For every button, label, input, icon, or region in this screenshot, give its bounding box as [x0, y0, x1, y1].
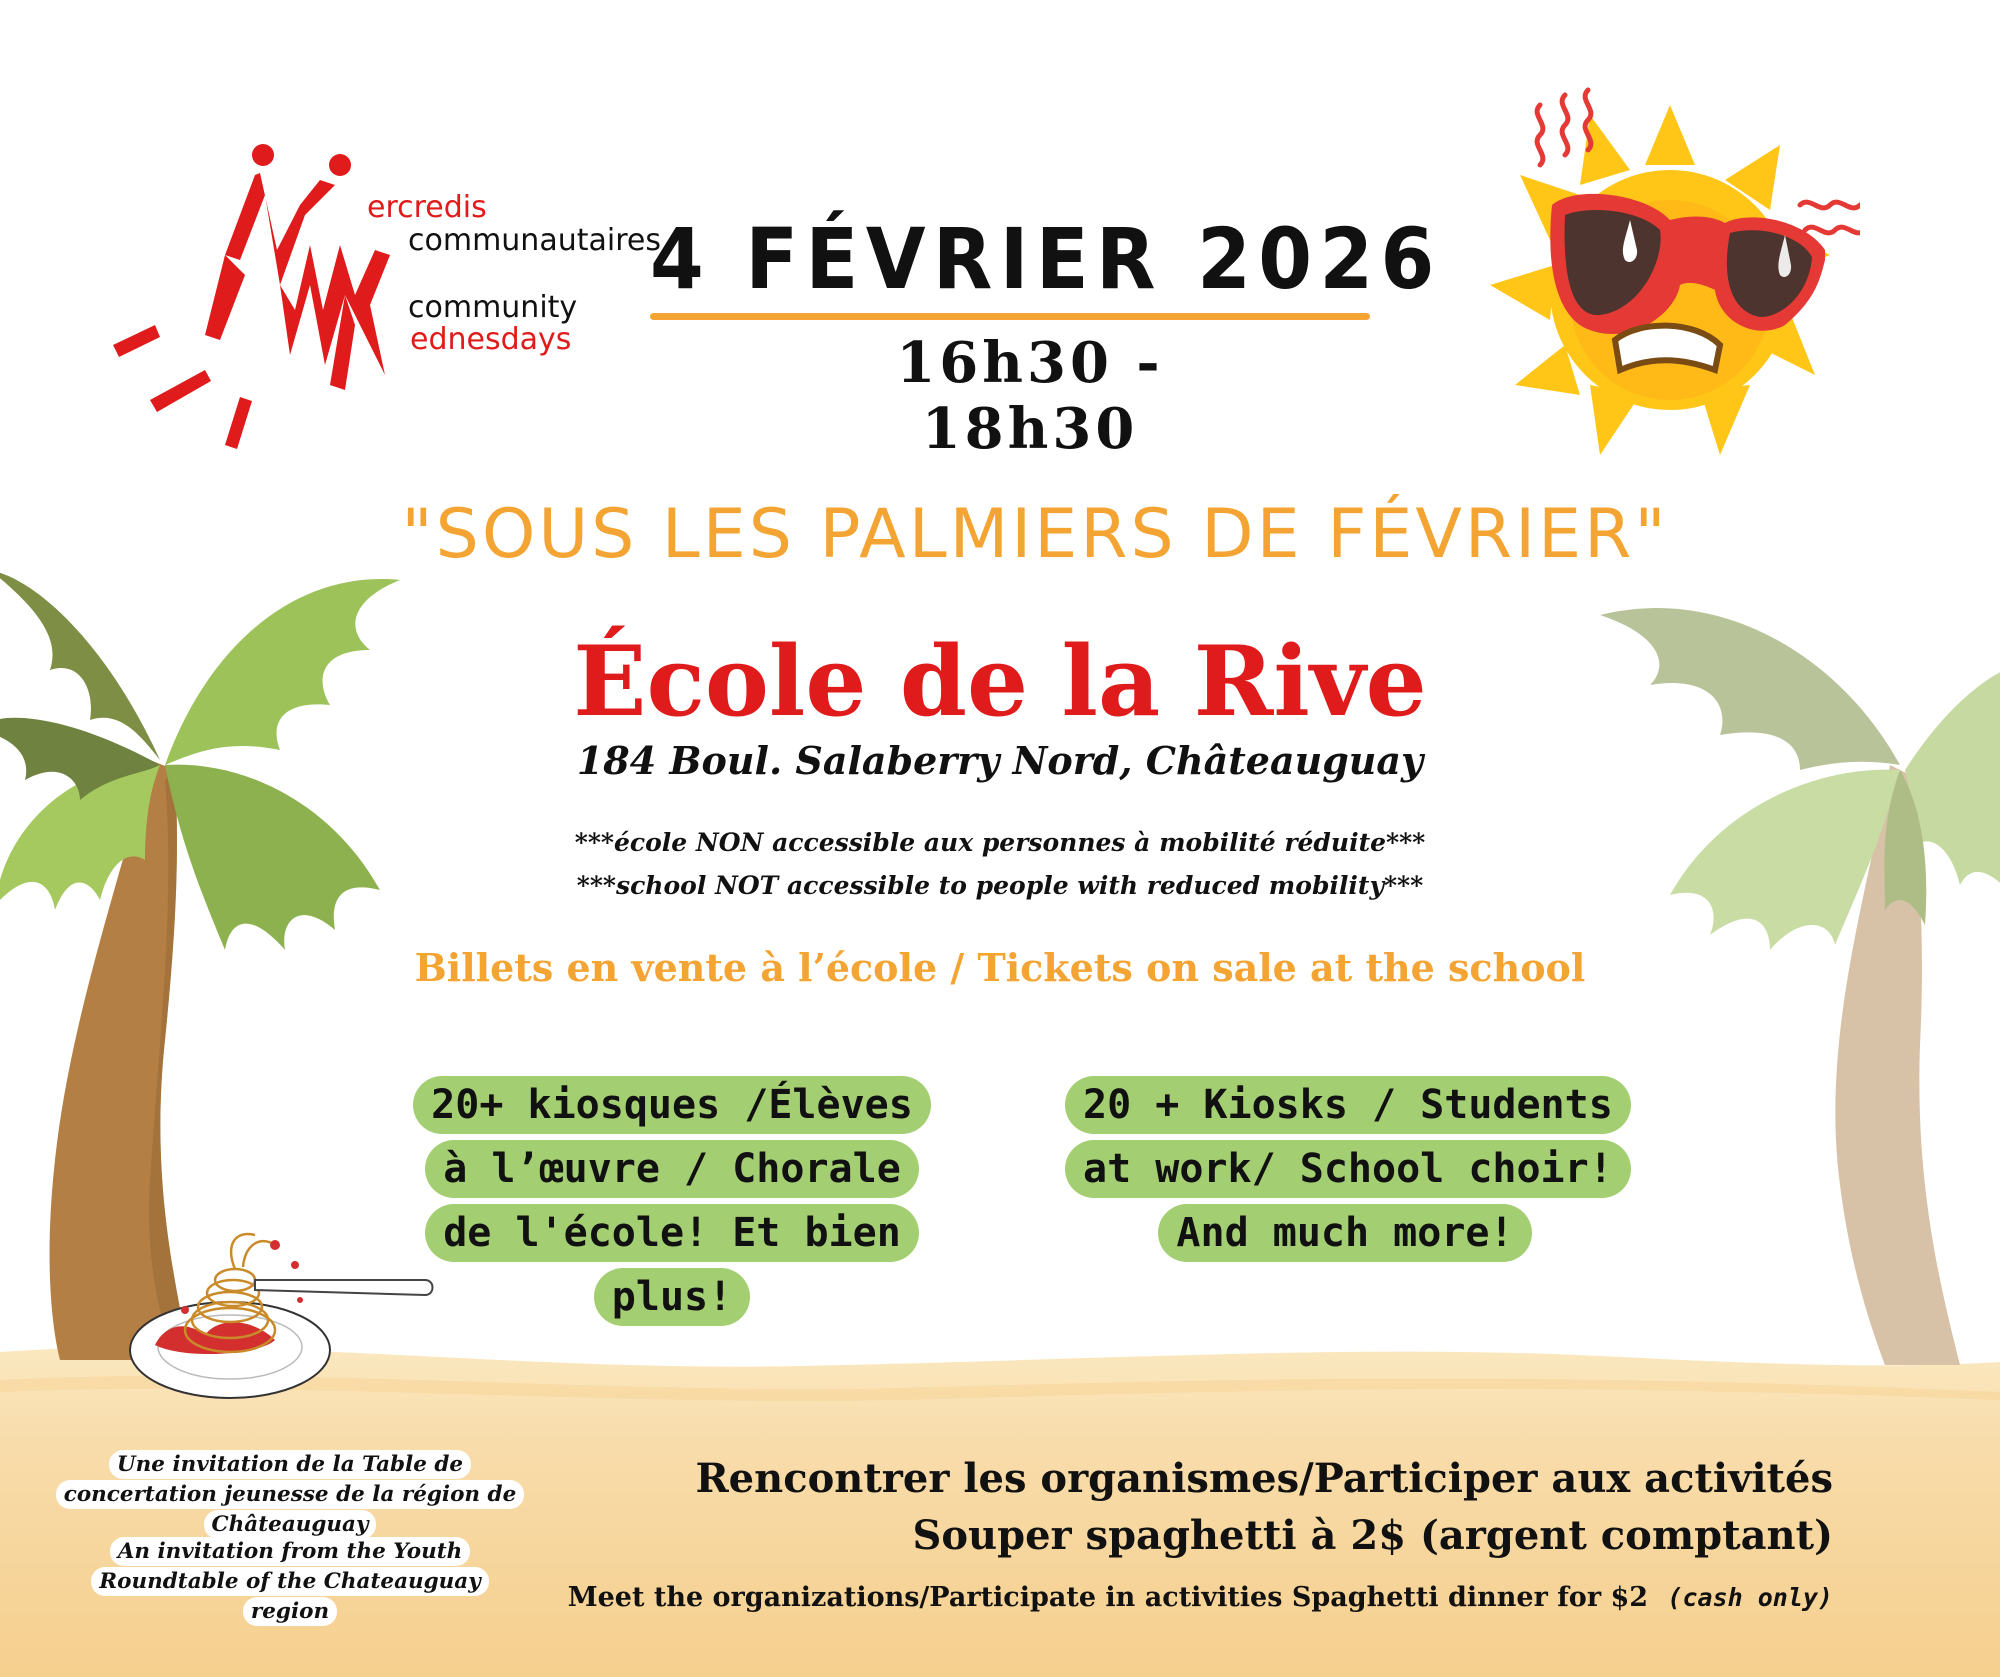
features-en-text: 20 + Kiosks / Students at work/ School choir! And much more!: [1065, 1076, 1631, 1262]
logo-mw-mark-icon: [105, 135, 425, 475]
tickets-info: Billets en vente à l’école / Tickets on sale at the school: [414, 945, 1586, 990]
activities-fr-line2: Souper spaghetti à 2$ (argent comptant): [912, 1512, 1833, 1559]
event-time: 16h30 - 18h30: [896, 330, 1164, 462]
logo-text-community: community: [408, 290, 578, 325]
event-theme: "SOUS LES PALMIERS DE FÉVRIER": [401, 495, 1669, 574]
logo-text-wednesdays: ednesdays: [410, 322, 572, 357]
logo-text-mercredis: ercredis: [367, 190, 487, 225]
activities-en-line: [568, 1582, 1833, 1613]
credit-fr-text: Une invitation de la Table de concertation jeunesse de la région de Châteauguay: [56, 1450, 525, 1539]
features-fr-box: [412, 1073, 932, 1329]
activities-en-cash-note: (cash only): [1667, 1583, 1833, 1612]
event-date: 4 FÉVRIER 2026: [650, 210, 1442, 308]
school-name: École de la Rive: [573, 625, 1427, 738]
accessibility-note-en: ***school NOT accessible to people with reduced mobility***: [576, 871, 1424, 900]
credit-en-box: [55, 1537, 525, 1627]
activities-en-text: Meet the organizations/Participate in activities Spaghetti dinner for $2: [567, 1582, 1649, 1613]
date-underline: [650, 313, 1370, 320]
credit-fr-box: [55, 1450, 525, 1540]
school-address: 184 Boul. Salaberry Nord, Châteauguay: [576, 738, 1424, 783]
accessibility-note-fr: ***école NON accessible aux personnes à mobilité réduite***: [574, 828, 1426, 857]
features-en-box: [1065, 1073, 1625, 1265]
credit-en-text: An invitation from the Youth Roundtable of the Chateauguay region: [91, 1537, 488, 1626]
logo-text-communautaires: communautaires: [408, 223, 661, 258]
logo: [105, 135, 685, 475]
activities-fr-line1: Rencontrer les organismes/Participer aux activités: [695, 1455, 1833, 1502]
features-fr-text: 20+ kiosques /Élèves à l’œuvre / Chorale de l'école! Et bien plus!: [413, 1076, 931, 1326]
spaghetti-plate-icon: [125, 1225, 445, 1405]
